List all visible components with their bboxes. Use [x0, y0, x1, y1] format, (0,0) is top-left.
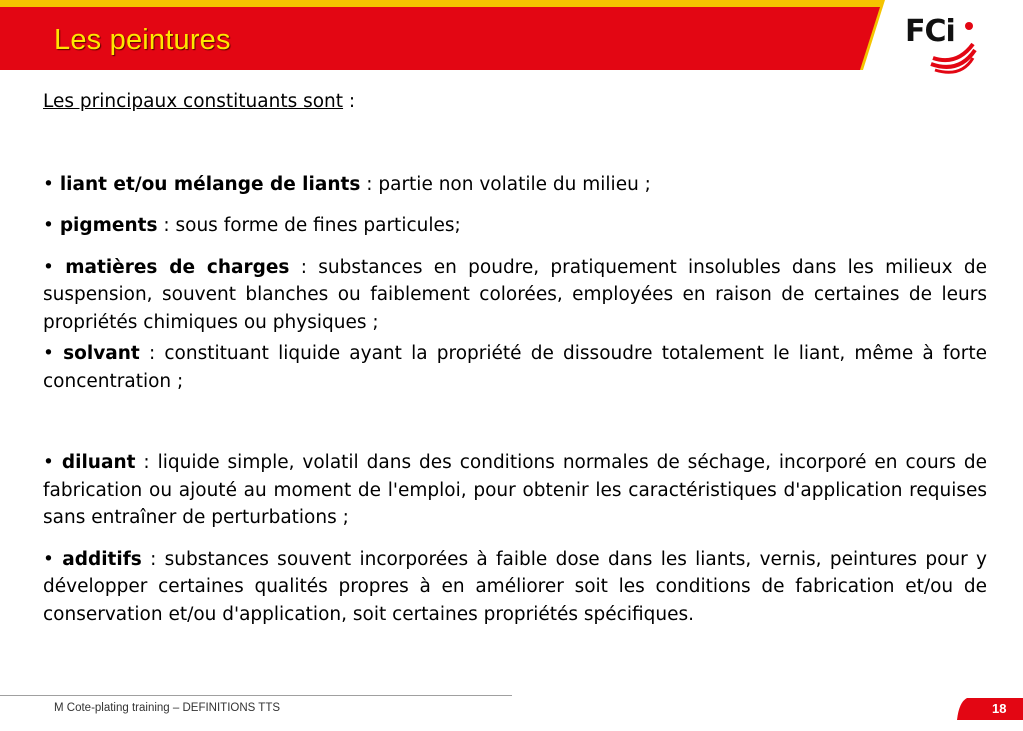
footer-divider	[0, 695, 512, 696]
bullet-text: : liquide simple, volatil dans des conditions normales de séchage, incorporé en cours de fabrication ou ajouté au moment de l'emploi, pour obtenir les caractéristiques d'application requises sans entraîner de perturbations ;	[43, 452, 987, 528]
bullet-item	[43, 449, 987, 532]
slide-title: Les peintures	[54, 24, 231, 56]
bullet-term: liant et/ou mélange de liants	[59, 173, 361, 195]
bullet-text: : constituant liquide ayant la propriété de dissoudre totalement le liant, même à forte concentration ;	[43, 343, 987, 392]
page-number-badge	[955, 696, 1023, 722]
bullet-marker: •	[43, 173, 54, 195]
bullet-item	[43, 254, 987, 337]
bullet-term: solvant	[63, 343, 140, 364]
bullet-marker: •	[43, 452, 54, 473]
bullet-text: : substances en poudre, pratiquement insolubles dans les milieux de suspension, souvent blanches ou faiblement colorées, employées en raison de certaines de leurs propriétés chimiques ou physiques ;	[43, 256, 987, 333]
footer-text: M Cote-plating training – DEFINITIONS TTS	[54, 702, 281, 714]
logo-swoosh-icon	[905, 14, 977, 80]
fci-logo	[905, 14, 977, 80]
slide-body	[43, 88, 987, 628]
bullet-term: additifs	[62, 548, 142, 570]
logo-text: FCi	[905, 14, 955, 49]
bullet-term: diluant	[61, 452, 136, 473]
intro-text: Les principaux constituants sont	[43, 91, 344, 112]
bullet-term: matières de charges	[65, 256, 290, 278]
bullet-marker: •	[43, 343, 54, 364]
bullet-item	[43, 171, 987, 199]
bullet-text: : substances souvent incorporées à faible dose dans les liants, vernis, peintures pour y développer certaines qualités propres à en améliorer soit les conditions de fabrication et/ou de conservation et/ou d'application, soit certaines propriétés spécifiques.	[43, 548, 987, 625]
bullet-text: : partie non volatile du milieu ;	[360, 173, 651, 195]
bullet-item	[43, 546, 987, 629]
bullet-marker: •	[43, 215, 54, 236]
bullet-marker: •	[43, 548, 54, 570]
intro-line	[43, 88, 987, 116]
bullet-term: pigments	[59, 215, 158, 236]
bullet-marker: •	[43, 256, 54, 278]
page-number: 18	[992, 701, 1007, 716]
bullet-item	[43, 340, 987, 395]
bullet-item	[43, 212, 987, 240]
intro-suffix: :	[343, 91, 356, 112]
bullet-text: : sous forme de fines particules;	[157, 215, 461, 236]
slide-header	[0, 0, 1023, 70]
